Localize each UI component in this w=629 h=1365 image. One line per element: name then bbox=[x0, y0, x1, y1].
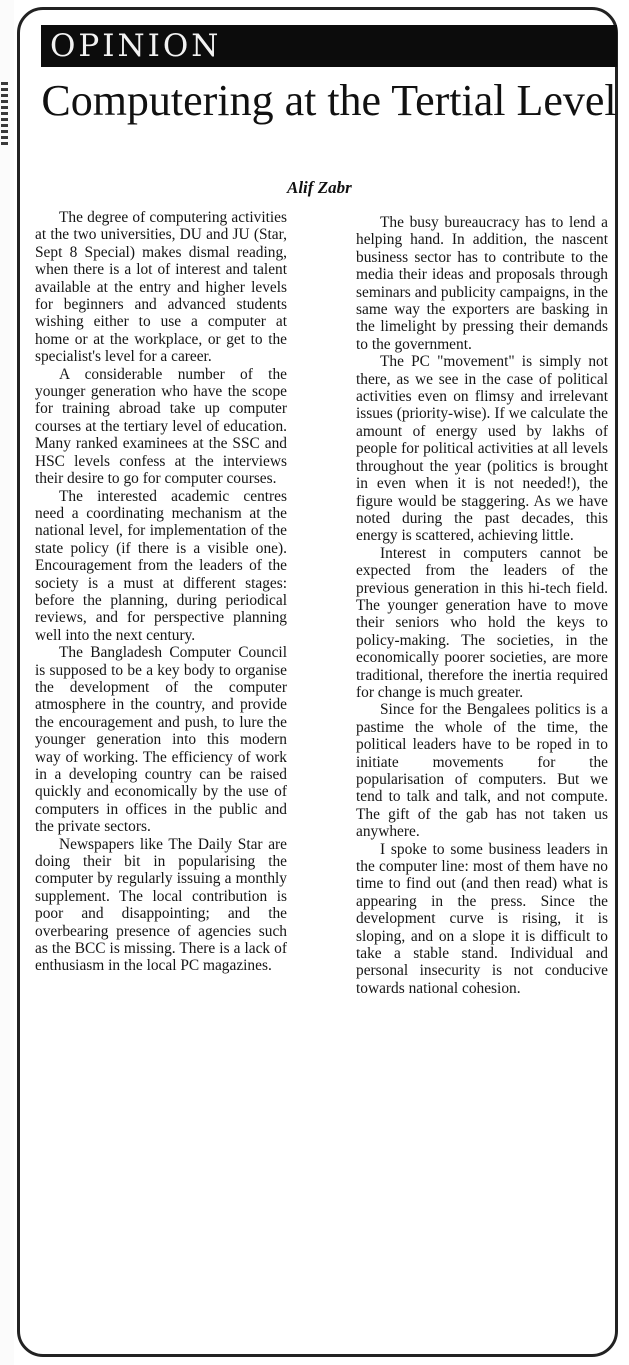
paragraph: The Bangladesh Computer Council is supposed to be a key body to organise the development of the computer atmosphere in the country, and provide the encouragement and push, to lure the younger generation into this modern way of working. The efficiency of work in a developing country can be raised quickly and economically by the use of computers in offices in the public and the private sectors. bbox=[35, 644, 287, 836]
paragraph: The interested academic centres need a coordinating mechanism at the national level, for implementation of the state policy (if there is a visible one). Encouragement from the leaders of the society is a must at different stages: before the planning, during periodical reviews, and for perspective planning well into the next century. bbox=[35, 487, 287, 644]
paragraph: The degree of computering activities at the two universities, DU and JU (Star, Sept 8 Special) makes dismal reading, when there is a lot of interest and talent available at the entry and higher levels for beginners and advanced students wishing either to use a computer at home or at the workplace, or get to the specialist's level for a career. bbox=[35, 209, 287, 366]
paragraph: Interest in computers cannot be expected from the leaders of the previous generation in this hi-tech field. The younger generation have to move their seniors who hold the keys to policy-making. The societies, in the economically poorer societies, are more traditional, therefore the inertia required for change is much greater. bbox=[356, 544, 608, 701]
article-column-left bbox=[35, 209, 287, 975]
paragraph: A considerable number of the younger generation who have the scope for training abroad take up computer courses at the tertiary level of education. Many ranked examinees at the SSC and HSC levels confess at the interviews their desire to go for computer courses. bbox=[35, 365, 287, 488]
paragraph: The busy bureaucracy has to lend a helping hand. In addition, the nascent business sector has to contribute to the media their ideas and proposals through seminars and publicity campaigns, in the same way the exporters are basking in the limelight by pressing their demands to the government. bbox=[356, 214, 608, 353]
paragraph: I spoke to some business leaders in the computer line: most of them have no time to find out (and then read) what is appearing in the press. Since the development curve is rising, it is sloping, and on a slope it is difficult to take a stable stand. Individual and personal insecurity is not conducive towards national cohesion. bbox=[356, 840, 608, 997]
headline: Computering at the Tertial Level bbox=[41, 76, 617, 125]
paragraph: The PC "movement" is simply not there, as we see in the case of political activities even on flimsy and irrelevant issues (priority-wise). If we calculate the amount of energy used by lakhs of people for political activities at all levels throughout the year (politics is brought in even when it is not needed!), the figure would be staggering. As we have noted during the past decades, this energy is scattered, achieving little. bbox=[356, 353, 608, 545]
byline: Alif Zabr bbox=[287, 178, 352, 197]
adjacent-column-edge bbox=[0, 0, 14, 1365]
paragraph: Newspapers like The Daily Star are doing their bit in popularising the computer by regularly issuing a monthly supplement. The local contribution is poor and disappointing; and the overbearing presence of agencies such as the BCC is missing. There is a lack of enthusiasm in the local PC magazines. bbox=[35, 835, 287, 975]
section-label: OPINION bbox=[50, 28, 222, 64]
article-column-right bbox=[356, 214, 608, 997]
paragraph: Since for the Bengalees politics is a pastime the whole of the time, the political leaders have to be roped in to initiate movements for the popularisation of computers. But we tend to talk and talk, and not compute. The gift of the gab has not taken us anywhere. bbox=[356, 701, 608, 841]
